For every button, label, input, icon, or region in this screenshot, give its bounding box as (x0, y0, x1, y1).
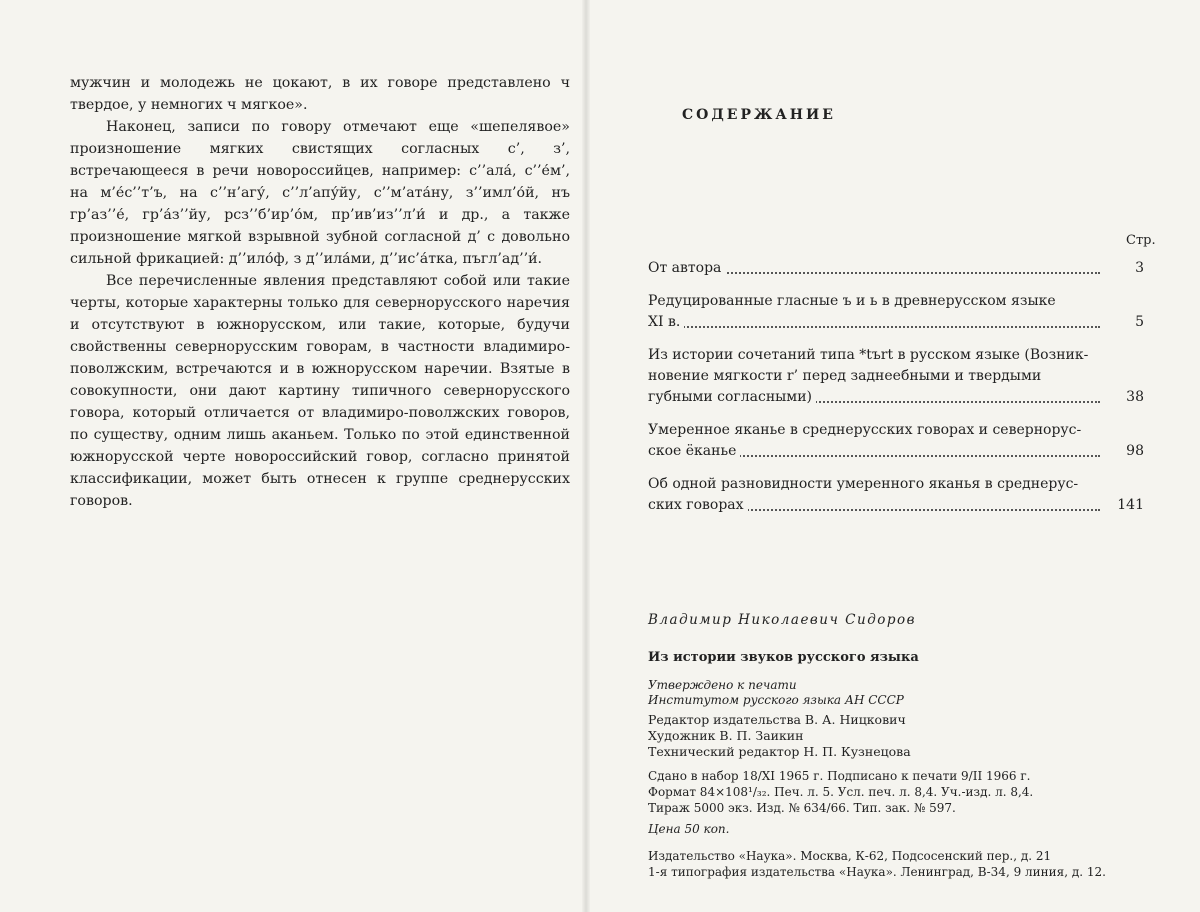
left-page (70, 72, 570, 512)
toc-item-title: губными согласными) (648, 389, 816, 405)
imprint-author: Владимир Николаевич Сидоров (648, 612, 917, 628)
approval-line: Утверждено к печати (648, 678, 797, 692)
toc-item-title: Из истории сочетаний типа *tъrt в русском языке (Возник- (648, 347, 1089, 363)
paragraph-1: мужчин и молодежь не цокают, в их говоре представлено ч твердое, у немногих ч мягкое». (70, 75, 570, 113)
print-line: Формат 84×108¹/₃₂. Печ. л. 5. Усл. печ. л. 8,4. Уч.-изд. л. 8,4. (648, 785, 1034, 799)
publisher-line: 1-я типография издательства «Наука». Ленинград, В-34, 9 линия, д. 12. (648, 865, 1106, 879)
page-fold (582, 0, 590, 912)
imprint-editors (648, 712, 1138, 760)
toc-item-title: ское ёканье (648, 443, 740, 459)
toc-item-title: От автора (648, 260, 725, 276)
paragraph-2: Наконец, записи по говору отмечают еще «шепелявое» произношение мягких свистящих согласных с’, з’, встречающееся в речи новороссийцев, например: с’’ала́, с’’е́м’, на м’е́с’’т’ъ, на с’’н’агу́, с’’л’апу́йу, с’’м’ата́ну, з’’имл’о́й, нъ гр’аз’’е́, гр’а́з’’йу, рсз’’б’ир’о́м, пр’ив’из’’л’и́ и др., а также произношение мягкой взрывной зубной согласной д’ с довольно сильной фрикацией: д’’ило́ф, з д’’ила́ми, д’’ис’а́тка, пъгл’ад’’и́. (70, 119, 570, 267)
tech-editor-line: Технический редактор Н. П. Кузнецова (648, 744, 911, 759)
imprint-print-details (648, 768, 1138, 816)
toc-item-page: 5 (1135, 314, 1144, 330)
toc-item-title: XI в. (648, 314, 684, 330)
toc-item-page: 141 (1117, 497, 1144, 513)
toc-item-title: Умеренное яканье в среднерусских говорах и севернорус- (648, 422, 1082, 438)
imprint-price: Цена 50 коп. (648, 822, 730, 836)
editor-line: Редактор издательства В. А. Ницкович (648, 712, 906, 727)
toc-page-column-label: Стр. (1126, 233, 1156, 248)
toc-item-page: 38 (1126, 389, 1144, 405)
toc-heading: СОДЕРЖАНИЕ (682, 107, 836, 123)
toc-item (648, 258, 1144, 279)
artist-line: Художник В. П. Заикин (648, 728, 804, 743)
imprint-title: Из истории звуков русского языка (648, 650, 919, 665)
imprint-approval (648, 678, 1138, 708)
toc-item-page: 98 (1126, 443, 1144, 459)
toc-item (648, 345, 1144, 408)
print-line: Сдано в набор 18/XI 1965 г. Подписано к печати 9/II 1966 г. (648, 769, 1031, 783)
toc-item (648, 474, 1144, 516)
dot-leader (648, 325, 1100, 328)
paragraph-3: Все перечисленные явления представляют собой или такие черты, которые характерны только для севернорусского наречия и отсутствуют в южнорусском, или такие, которые, будучи свойственны севернорусским говорам, в частности владимиро-поволжским, встречаются и в южнорусском наречии. Взятые в совокупности, они дают картину типичного севернорусского говора, который отличается от владимиро-поволжских говоров, по существу, одним лишь аканьем. Только по этой единственной южнорусской черте новороссийский говор, согласно принятой классификации, может быть отнесен к группе среднерусских говоров. (70, 273, 570, 509)
approval-line: Институтом русского языка АН СССР (648, 693, 904, 707)
toc-item-title: Об одной разновидности умеренного яканья в среднерус- (648, 476, 1079, 492)
toc-item-title: новение мягкости r’ перед заднеебными и твердыми (648, 368, 1042, 384)
print-line: Тираж 5000 экз. Изд. № 634/66. Тип. зак. № 597. (648, 801, 956, 815)
toc-item-title: ских говорах (648, 497, 748, 513)
publisher-line: Издательство «Наука». Москва, К-62, Подсосенский пер., д. 21 (648, 849, 1052, 863)
imprint-publisher (648, 848, 1138, 880)
toc-item-page: 3 (1135, 260, 1144, 276)
toc-item-title: Редуцированные гласные ъ и ь в древнерусском языке (648, 293, 1056, 309)
toc-item (648, 291, 1144, 333)
toc-list (648, 258, 1144, 528)
toc-item (648, 420, 1144, 462)
